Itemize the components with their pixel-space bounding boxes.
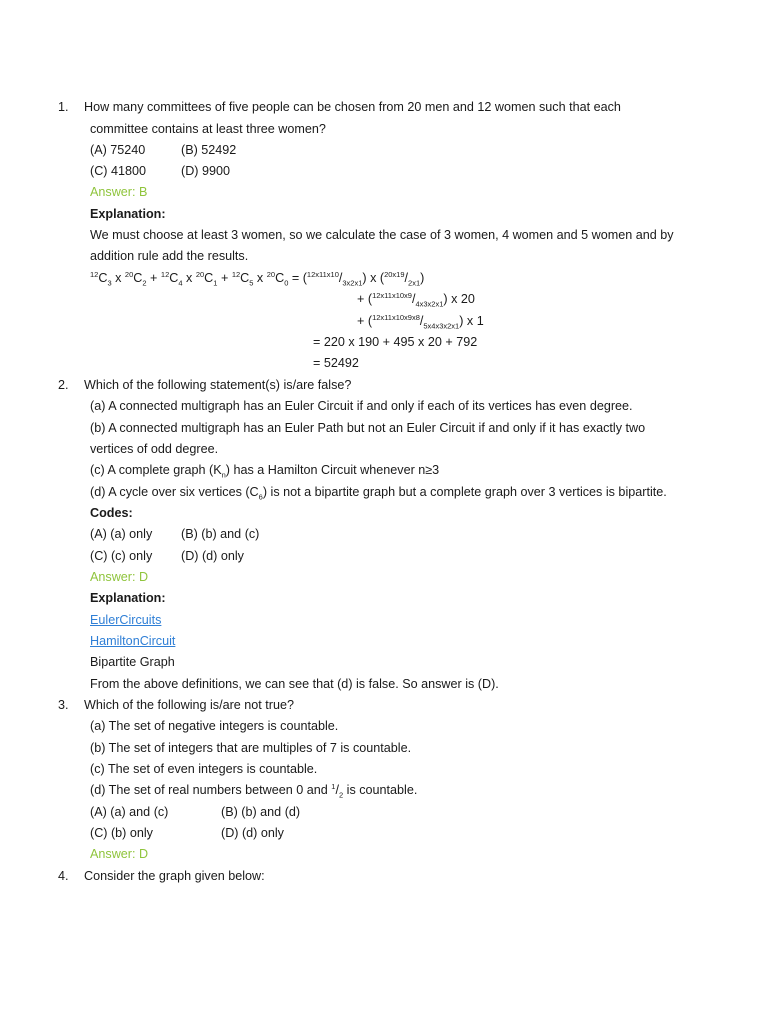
math-op: ) x ( (362, 271, 385, 285)
q1-math-line4: = 220 x 190 + 495 x 20 + 792 (313, 335, 478, 349)
q2-option-a: (A) (a) only (90, 527, 153, 541)
q2-explanation-label: Explanation: (90, 591, 166, 605)
q2-statement-b-line1: (b) A connected multigraph has an Euler Path but not an Euler Circuit if and only if it has exactly two (90, 421, 646, 435)
q2-conclusion: From the above definitions, we can see that (d) is false. So answer is (D). (90, 677, 499, 691)
q2-statement-c (90, 462, 439, 478)
q2-answer: Answer: D (90, 570, 149, 584)
math-sub: 2 (142, 278, 147, 288)
math-sub: 3 (107, 278, 112, 288)
math-sup: 12 (90, 269, 99, 279)
q4-number: 4. (58, 869, 69, 883)
math-frac-num: 12x11x10 (306, 269, 339, 279)
q3-statement-d (90, 782, 417, 798)
q2-statement-b-line2: vertices of odd degree. (90, 442, 219, 456)
q2-statement-d (90, 484, 667, 500)
q1-explanation-line2: addition rule add the results. (90, 249, 249, 263)
bipartite-graph-text: Bipartite Graph (90, 655, 175, 669)
math-op: x (253, 271, 267, 285)
math-sub: 5 (249, 278, 254, 288)
q3-option-a: (A) (a) and (c) (90, 805, 169, 819)
statement-text: ) is not a bipartite graph but a complete graph over 3 vertices is bipartite. (262, 485, 667, 499)
q2-codes-label: Codes: (90, 506, 133, 520)
q1-math-line1: $^{12}C_3$ x $^{20}C_2 + ^{12}C_4$ x $^{20}C_1 + ^{12}C_5$ x $^{20}C_0 = (^{12x11x10}/_{3x2x1})$ x $(^{20x19}/_{2x1})$ (90, 269, 425, 288)
q1-math-line2: + $(^{12x11x10x9}/_{4x3x2x1})$ x 20 (357, 290, 475, 309)
math-frac-den: 3x2x1 (342, 278, 363, 288)
q1-text-line2: committee contains at least three women? (90, 122, 326, 136)
euler-circuits-link[interactable]: EulerCircuits (90, 613, 162, 627)
math-sup: 20 (195, 269, 205, 279)
q4-text: Consider the graph given below: (84, 869, 265, 883)
math-frac-num: 12x11x10x9x8 (372, 312, 420, 322)
q1-options-row2 (90, 163, 230, 179)
math-op: = ( (288, 271, 307, 285)
q3-number: 3. (58, 698, 69, 712)
q3-options-row2 (90, 825, 284, 841)
math-op: x (182, 271, 196, 285)
math-sub: 4 (178, 278, 183, 288)
math-op: + (217, 271, 232, 285)
q2-option-d: (D) (d) only (181, 549, 244, 563)
statement-sub: n (221, 470, 226, 480)
math-op: + ( (357, 314, 373, 328)
statement-text: ) has a Hamilton Circuit whenever n≥3 (225, 463, 440, 477)
hamilton-circuit-link[interactable]: HamiltonCircuit (90, 634, 176, 648)
q1-explanation-label: Explanation: (90, 207, 166, 221)
q1-option-a: (A) 75240 (90, 143, 146, 157)
statement-sup: 1 (331, 781, 336, 791)
q2-option-c: (C) (c) only (90, 549, 153, 563)
q2-options-row1 (90, 526, 259, 542)
math-frac-num: 12x11x10x9 (372, 290, 412, 300)
math-frac-num: 20x19 (384, 269, 405, 279)
math-op: ) (420, 271, 425, 285)
q1-option-d: (D) 9900 (181, 164, 230, 178)
q1-option-c: (C) 41800 (90, 164, 147, 178)
q3-statement-a: (a) The set of negative integers is countable. (90, 719, 339, 733)
q1-explanation-line1: We must choose at least 3 women, so we calculate the case of 3 women, 4 women and 5 women and by (90, 228, 674, 242)
q3-statement-b: (b) The set of integers that are multiples of 7 is countable. (90, 741, 412, 755)
q1-number: 1. (58, 100, 69, 114)
math-frac-den: 5x4x3x2x1 (423, 321, 460, 331)
statement-text: is countable. (343, 783, 418, 797)
q3-statement-c: (c) The set of even integers is countable. (90, 762, 318, 776)
math-sup: 12 (160, 269, 170, 279)
math-sup: 12 (231, 269, 241, 279)
statement-text: (d) A cycle over six vertices (C (90, 485, 259, 499)
q1-math-line3: + $(^{12x11x10x9x8}/_{5x4x3x2x1})$ x 1 (357, 312, 484, 331)
math-frac-den: 4x3x2x1 (415, 299, 444, 309)
q3-answer: Answer: D (90, 847, 149, 861)
q3-option-b: (B) (b) and (d) (221, 805, 301, 819)
q1-answer: Answer: B (90, 185, 148, 199)
math-sub: 0 (284, 278, 289, 288)
statement-text: (c) A complete graph (K (90, 463, 222, 477)
q2-option-b: (B) (b) and (c) (181, 527, 260, 541)
math-op: x (111, 271, 125, 285)
q3-options-row1 (90, 804, 300, 820)
statement-sub: 2 (338, 790, 344, 800)
math-frac-den: 2x1 (408, 278, 421, 288)
q3-option-d: (D) (d) only (221, 826, 284, 840)
q3-text: Which of the following is/are not true? (84, 698, 295, 712)
statement-sub: 6 (258, 492, 263, 502)
q2-statement-a: (a) A connected multigraph has an Euler Circuit if and only if each of its vertices has even degree. (90, 399, 633, 413)
math-sup: 20 (124, 269, 134, 279)
q2-options-row2 (90, 548, 244, 564)
math-op: ) x 1 (459, 314, 484, 328)
q3-option-c: (C) (b) only (90, 826, 153, 840)
q1-option-b: (B) 52492 (181, 143, 237, 157)
q1-text-line1: How many committees of five people can be chosen from 20 men and 12 women such that each (84, 100, 621, 114)
statement-text: / (335, 783, 339, 797)
math-op: + ( (357, 292, 373, 306)
q1-math-line5: = 52492 (313, 356, 359, 370)
statement-text: (d) The set of real numbers between 0 and (90, 783, 332, 797)
math-sub: 1 (213, 278, 218, 288)
math-op: + (146, 271, 161, 285)
q1-options-row1 (90, 142, 236, 158)
q2-number: 2. (58, 378, 69, 392)
math-op: ) x 20 (443, 292, 475, 306)
math-sup: 20 (266, 269, 276, 279)
q2-text: Which of the following statement(s) is/are false? (84, 378, 352, 392)
